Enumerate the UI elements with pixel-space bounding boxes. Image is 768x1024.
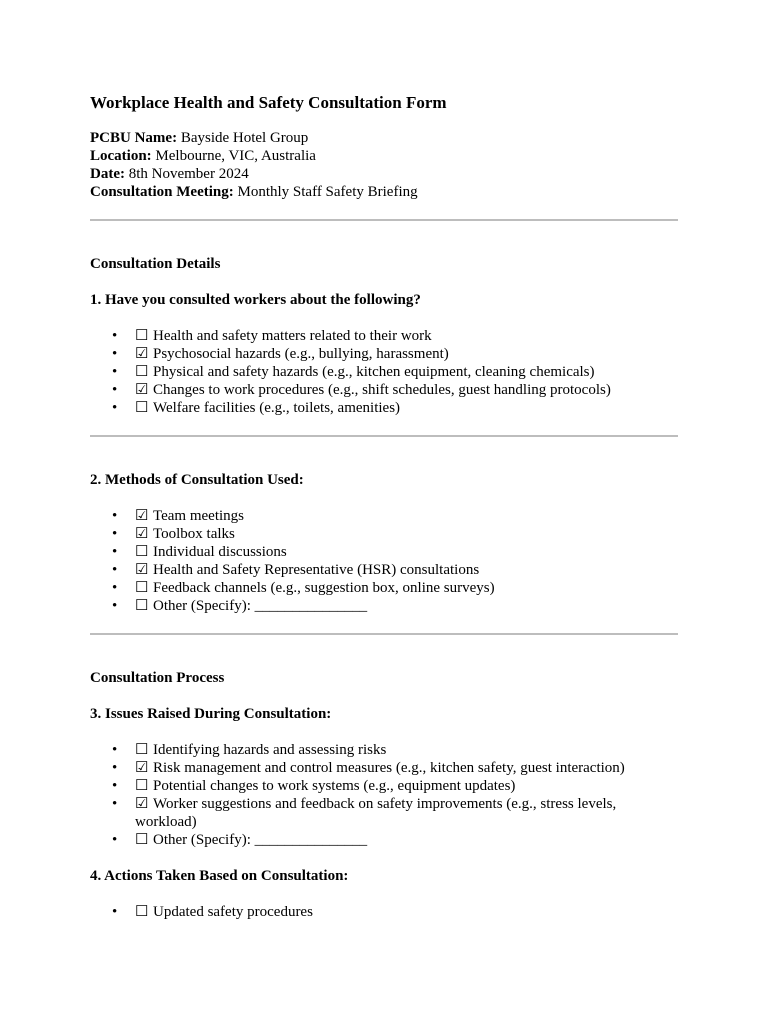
meta-value: Melbourne, VIC, Australia: [151, 148, 316, 164]
question-1-title: 1. Have you consulted workers about the following?: [90, 292, 421, 308]
checked-box-icon[interactable]: ☑: [135, 508, 149, 524]
unchecked-box-icon[interactable]: ☐: [135, 904, 149, 920]
checklist-item: [90, 831, 678, 849]
checklist-item: [90, 327, 678, 345]
checked-box-icon[interactable]: ☑: [135, 796, 149, 812]
checklist-item: [90, 741, 678, 759]
bullet-icon: •: [112, 526, 118, 542]
checklist-item: [90, 597, 678, 615]
form-meta: [90, 129, 678, 201]
question-2-list: [90, 507, 678, 615]
checklist-item-text: Identifying hazards and assessing risks: [153, 742, 387, 758]
checklist-item: [90, 363, 678, 381]
checklist-item: [90, 795, 678, 831]
unchecked-box-icon[interactable]: ☐: [135, 598, 149, 614]
question-2-title: 2. Methods of Consultation Used:: [90, 472, 304, 488]
bullet-icon: •: [112, 382, 118, 398]
checklist-item-text: Worker suggestions and feedback on safety improvements (e.g., stress levels, workload): [135, 796, 617, 830]
checklist-item-text: Updated safety procedures: [153, 904, 313, 920]
meta-value: Bayside Hotel Group: [177, 130, 309, 146]
unchecked-box-icon[interactable]: ☐: [135, 742, 149, 758]
bullet-icon: •: [112, 400, 118, 416]
checklist-item: [90, 579, 678, 597]
question-1-list: [90, 327, 678, 417]
question-4-title: 4. Actions Taken Based on Consultation:: [90, 868, 349, 884]
checklist-item: [90, 759, 678, 777]
meta-pcbu-name: [90, 129, 678, 147]
checklist-item-text: Individual discussions: [153, 544, 287, 560]
bullet-icon: •: [112, 742, 118, 758]
unchecked-box-icon[interactable]: ☐: [135, 832, 149, 848]
unchecked-box-icon[interactable]: ☐: [135, 364, 149, 380]
checklist-item: [90, 543, 678, 561]
checked-box-icon[interactable]: ☑: [135, 760, 149, 776]
bullet-icon: •: [112, 598, 118, 614]
bullet-icon: •: [112, 346, 118, 362]
bullet-icon: •: [112, 904, 118, 920]
checklist-item-text: Psychosocial hazards (e.g., bullying, harassment): [153, 346, 449, 362]
meta-value: Monthly Staff Safety Briefing: [233, 184, 418, 200]
consultation-form: [90, 93, 678, 921]
bullet-icon: •: [112, 562, 118, 578]
bullet-icon: •: [112, 364, 118, 380]
meta-label: Date:: [90, 166, 125, 182]
checklist-item: [90, 561, 678, 579]
question-3-list: [90, 741, 678, 849]
bullet-icon: •: [112, 508, 118, 524]
section-title-process: Consultation Process: [90, 670, 225, 686]
divider: [90, 219, 678, 221]
checklist-item-text: Physical and safety hazards (e.g., kitchen equipment, cleaning chemicals): [153, 364, 595, 380]
question-3-title: 3. Issues Raised During Consultation:: [90, 706, 332, 722]
meta-value: 8th November 2024: [124, 166, 249, 182]
checklist-item-text: Potential changes to work systems (e.g., equipment updates): [153, 778, 516, 794]
meta-label: PCBU Name:: [90, 130, 178, 146]
bullet-icon: •: [112, 544, 118, 560]
unchecked-box-icon[interactable]: ☐: [135, 778, 149, 794]
meta-label: Location:: [90, 148, 152, 164]
meta-location: [90, 147, 678, 165]
bullet-icon: •: [112, 580, 118, 596]
checklist-item-text: Feedback channels (e.g., suggestion box, online surveys): [153, 580, 495, 596]
bullet-icon: •: [112, 832, 118, 848]
meta-consultation-meeting: [90, 183, 678, 201]
question-4-list: [90, 903, 678, 921]
checklist-item: [90, 345, 678, 363]
divider: [90, 435, 678, 437]
section-title-details: Consultation Details: [90, 256, 221, 272]
bullet-icon: •: [112, 796, 118, 812]
checklist-item-text: Welfare facilities (e.g., toilets, amenities): [153, 400, 401, 416]
checklist-item-text: Team meetings: [153, 508, 245, 524]
unchecked-box-icon[interactable]: ☐: [135, 544, 149, 560]
bullet-icon: •: [112, 778, 118, 794]
checklist-item-text: Risk management and control measures (e.g., kitchen safety, guest interaction): [153, 760, 625, 776]
checklist-item-text: Health and Safety Representative (HSR) consultations: [153, 562, 480, 578]
checklist-item: [90, 381, 678, 399]
checked-box-icon[interactable]: ☑: [135, 526, 149, 542]
checked-box-icon[interactable]: ☑: [135, 382, 149, 398]
checklist-item: [90, 903, 678, 921]
checklist-item: [90, 777, 678, 795]
checked-box-icon[interactable]: ☑: [135, 346, 149, 362]
checked-box-icon[interactable]: ☑: [135, 562, 149, 578]
checklist-item: [90, 399, 678, 417]
checklist-item: [90, 507, 678, 525]
form-title: Workplace Health and Safety Consultation Form: [90, 93, 447, 112]
checklist-item-text: Changes to work procedures (e.g., shift schedules, guest handling protocols): [153, 382, 611, 398]
checklist-item-text: Other (Specify): _______________: [153, 598, 368, 614]
divider: [90, 633, 678, 635]
checklist-item-text: Toolbox talks: [153, 526, 235, 542]
unchecked-box-icon[interactable]: ☐: [135, 328, 149, 344]
bullet-icon: •: [112, 328, 118, 344]
checklist-item-text: Health and safety matters related to their work: [153, 328, 432, 344]
meta-date: [90, 165, 678, 183]
bullet-icon: •: [112, 760, 118, 776]
unchecked-box-icon[interactable]: ☐: [135, 400, 149, 416]
unchecked-box-icon[interactable]: ☐: [135, 580, 149, 596]
meta-label: Consultation Meeting:: [90, 184, 234, 200]
checklist-item: [90, 525, 678, 543]
checklist-item-text: Other (Specify): _______________: [153, 832, 368, 848]
